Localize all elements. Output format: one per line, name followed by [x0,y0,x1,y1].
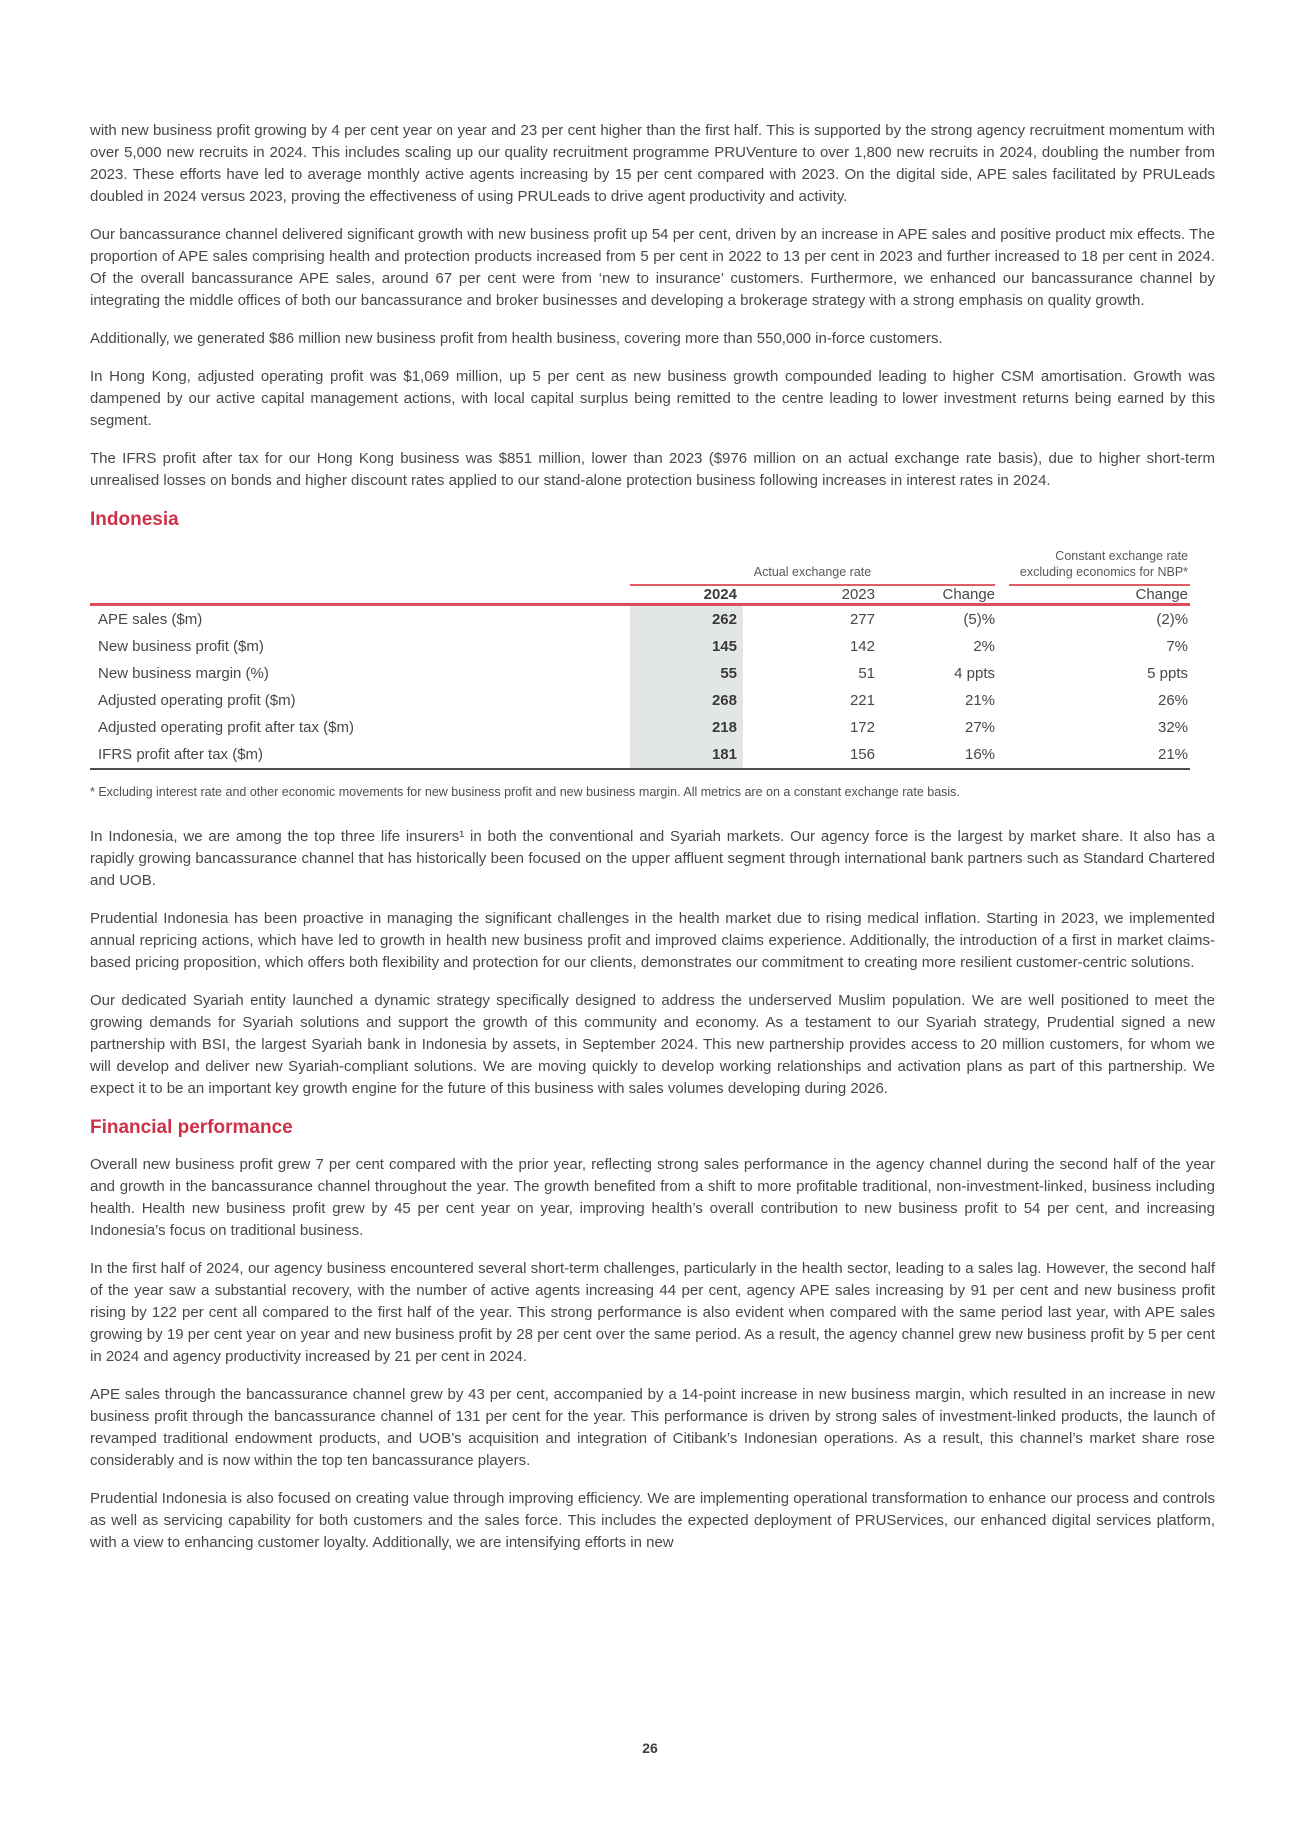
column-header-2024: 2024 [630,586,743,605]
indonesia-financials-table [90,546,1190,770]
page-content [90,120,1215,1570]
cell-2023: 221 [849,692,875,709]
page-number: 26 [642,1740,658,1756]
paragraph: In Hong Kong, adjusted operating profit was $1,069 million, up 5 per cent as new business growth compounded leading to higher CSM amortisation. Growth was dampened by our active capital management actions, with local capital surplus being remitted to the centre leading to lower investment returns being earned by this segment. [90,368,1215,429]
paragraph: The IFRS profit after tax for our Hong Kong business was $851 million, lower than 2023 ($976 million on an actual exchange rate basis), due to higher short-term unrealised losses on bonds and higher discount rates applied to our stand-alone protection business following increases in interest rates in 2024. [90,450,1215,489]
table-column-header-row [90,586,1190,605]
paragraph: APE sales through the bancassurance channel grew by 43 per cent, accompanied by a 14-point increase in new business margin, which resulted in an increase in new business profit through the bancassurance channel of 131 per cent for the year. This performance is driven by strong sales of investment-linked products, the launch of revamped traditional endowment products, and UOB’s acquisition and integration of Citibank’s Indonesian operations. As a result, this channel’s market share rose considerably and is now within the top ten bancassurance players. [90,1386,1215,1469]
column-header-2023: 2023 [743,586,875,605]
cell-2024: 55 [630,660,743,687]
table-group-header-row [90,546,1190,586]
cell-2024: 145 [630,633,743,660]
paragraph: Prudential Indonesia has been proactive in managing the significant challenges in the health market due to rising medical inflation. Starting in 2023, we implemented annual repricing actions, which have led to growth in health new business profit and improved claims experience. Additionally, the introduction of a first in market claims-based pricing proposition, which offers both flexibility and protection for our clients, demonstrates our commitment to creating more resilient customer-centric solutions. [90,910,1215,971]
section-heading-financial-performance: Financial performance [90,1117,293,1138]
paragraph: Our bancassurance channel delivered significant growth with new business profit up 54 per cent, driven by an increase in APE sales and positive product mix effects. The proportion of APE sales comprising health and protection products increased from 5 per cent in 2022 to 13 per cent in 2023 and further increased to 18 per cent in 2024. Of the overall bancassurance APE sales, around 67 per cent were from ‘new to insurance’ customers. Furthermore, we enhanced our bancassurance channel by integrating the middle offices of both our bancassurance and broker businesses and developing a brokerage strategy with a strong emphasis on quality growth. [90,226,1215,309]
column-header-change: Change [875,586,995,605]
empty-cell [90,586,630,605]
cell-change: (5)% [963,611,996,628]
group-header-constant-cell [995,546,1190,586]
cell-change: 2% [973,638,996,655]
paragraph: In the first half of 2024, our agency business encountered several short-term challenges, particularly in the health sector, leading to a sales lag. However, the second half of the year saw a substantial recovery, with the number of active agents increasing 44 per cent, agency APE sales increasing by 91 per cent and new business profit rising by 122 per cent all compared to the first half of the year. This strong performance is also evident when compared with the same period last year, with APE sales growing by 19 per cent year on year and new business profit by 28 per cent over the same period. As a result, the agency channel grew new business profit by 5 per cent in 2024 and agency productivity increased by 21 per cent in 2024. [90,1260,1215,1365]
paragraph: with new business profit growing by 4 per cent year on year and 23 per cent higher than the first half. This is supported by the strong agency recruitment momentum with over 5,000 new recruits in 2024. This includes scaling up our quality recruitment programme PRUVenture to over 1,800 new recruits in 2024, doubling the number from 2023. These efforts have led to average monthly active agents increasing by 15 per cent compared with 2023. On the digital side, APE sales facilitated by PRULeads doubled in 2024 versus 2023, proving the effectiveness of using PRULeads to drive agent productivity and activity. [90,122,1215,205]
group-header-constant [1009,548,1190,586]
row-label: IFRS profit after tax ($m) [90,741,630,769]
cell-change-cer: 21% [995,741,1190,769]
table-row [90,605,1190,634]
cell-change-cer: (2)% [1156,611,1189,628]
cell-2024: 181 [630,741,743,769]
cell-2024: 218 [630,714,743,741]
cell-change-cer: 26% [1158,692,1189,709]
group-header-actual-cell [630,546,995,586]
cell-change: 21% [965,692,996,709]
table-row [90,714,1190,741]
section-heading-indonesia: Indonesia [90,509,179,530]
paragraph: Our dedicated Syariah entity launched a dynamic strategy specifically designed to address the underserved Muslim population. We are well positioned to meet the growing demands for Syariah solutions and support the growth of this community and economy. As a testament to our Syariah strategy, Prudential signed a new partnership with BSI, the largest Syariah bank in Indonesia by assets, in September 2024. This new partnership provides access to 20 million customers, for whom we will develop and deliver new Syariah-compliant solutions. We are moving quickly to develop working relationships and activation plans as part of this partnership. We expect it to be an important key growth engine for the future of this business with sales volumes developing during 2026. [90,992,1215,1097]
cell-change: 27% [965,719,996,736]
group-header-actual: Actual exchange rate [630,564,995,586]
row-label: APE sales ($m) [98,611,203,628]
paragraph: Overall new business profit grew 7 per cent compared with the prior year, reflecting strong sales performance in the agency channel during the second half of the year and growth in the bancassurance channel throughout the year. The growth benefited from a shift to more profitable traditional, non-investment-linked, business including health. Health new business profit grew by 45 per cent year on year, improving health’s overall contribution to new business profit to 54 per cent, and increasing Indonesia’s focus on traditional business. [90,1156,1215,1239]
cell-change: 16% [875,741,995,769]
cell-change-cer: 32% [1158,719,1189,736]
cell-2023: 142 [849,638,875,655]
table-row [90,687,1190,714]
cell-2023: 156 [743,741,875,769]
row-label: Adjusted operating profit ($m) [98,692,296,709]
cell-2024: 262 [630,605,743,634]
cell-2023: 51 [858,665,875,682]
group-header-constant-line2: excluding economics for NBP* [1019,565,1189,579]
paragraph: Additionally, we generated $86 million new business profit from health business, covering more than 550,000 in-force customers. [90,330,943,347]
table-row [90,660,1190,687]
row-label: New business profit ($m) [98,638,264,655]
cell-change-cer: 7% [1166,638,1189,655]
table-footnote: * Excluding interest rate and other economic movements for new business profit and new business margin. All metrics are on a constant exchange rate basis. [90,785,960,799]
row-label: Adjusted operating profit after tax ($m) [98,719,354,736]
table-row [90,633,1190,660]
paragraph: In Indonesia, we are among the top three life insurers¹ in both the conventional and Syariah markets. Our agency force is the largest by market share. It also has a rapidly growing bancassurance channel that has historically been focused on the upper affluent segment through international bank partners such as Standard Chartered and UOB. [90,828,1215,889]
cell-change-cer: 5 ppts [1147,665,1189,682]
column-header-change-cer: Change [995,586,1190,605]
table-row [90,741,1190,769]
cell-change: 4 ppts [954,665,996,682]
empty-cell [90,546,630,586]
paragraph: Prudential Indonesia is also focused on creating value through improving efficiency. We are implementing operational transformation to enhance our process and controls as well as servicing capability for both customers and the sales force. This includes the expected deployment of PRUServices, our enhanced digital services platform, with a view to enhancing customer loyalty. Additionally, we are intensifying efforts in new [90,1490,1215,1551]
cell-2023: 172 [849,719,875,736]
group-header-constant-line1: Constant exchange rate [1055,549,1189,563]
cell-2024: 268 [630,687,743,714]
row-label: New business margin (%) [98,665,269,682]
cell-2023: 277 [849,611,875,628]
